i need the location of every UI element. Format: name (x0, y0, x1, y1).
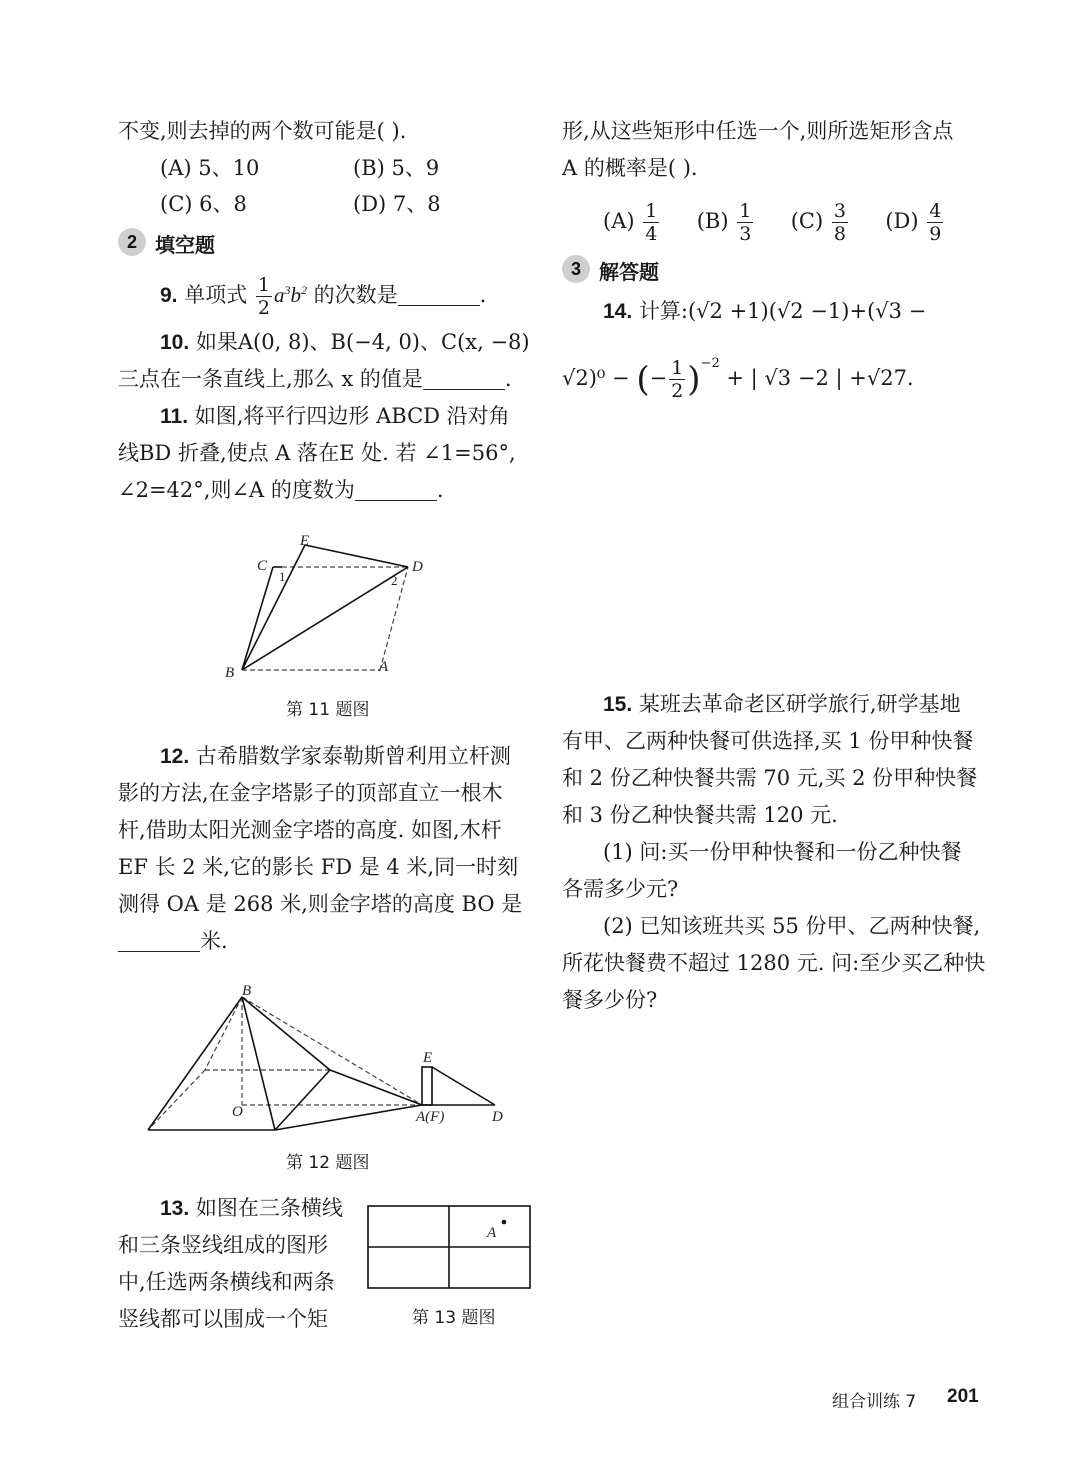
q8-stem-tail: 不变,则去掉的两个数可能是( ). (118, 119, 407, 143)
q13-continuation-line1: 形,从这些矩形中任选一个,则所选矩形含点 (562, 119, 954, 143)
q12-line4: EF 长 2 米,它的影长 FD 是 4 米,同一时刻 (118, 855, 519, 879)
q15-line4: 和 3 份乙种快餐共需 120 元. (562, 803, 838, 827)
q11-figure (215, 525, 445, 685)
label-b: B (225, 665, 235, 681)
section-2-title: 填空题 (155, 233, 215, 257)
q15-line2: 有甲、乙两种快餐可供选择,买 1 份甲种快餐 (562, 729, 974, 753)
footer-label: 组合训练 7 (832, 1392, 917, 1412)
q15-line1: 15. 某班去革命老区研学旅行,研学基地 (603, 692, 961, 716)
q12-line1: 12. 古希腊数学家泰勒斯曾利用立杆测 (160, 744, 511, 768)
q13-caption: 第 13 题图 (412, 1308, 496, 1328)
label-b: B (242, 983, 252, 999)
page-number: 201 (947, 1386, 979, 1407)
q8-option-c: (C) 6、8 (160, 192, 247, 216)
q12-line6: 米. (118, 923, 228, 959)
q12-figure (140, 975, 520, 1140)
q14-number: 14. (603, 300, 633, 323)
q12-answer-blank[interactable] (118, 929, 200, 952)
q13-option-b-frac: $\frac{1}{3}$ (739, 200, 752, 245)
q11-line2: 线BD 折叠,使点 A 落在E 处. 若 ∠1=56°, (118, 441, 516, 465)
q13-option-d-frac: $\frac{4}{9}$ (929, 200, 942, 245)
q15-line3: 和 2 份乙种快餐共需 70 元,买 2 份甲种快餐 (562, 766, 978, 790)
q13-line4: 竖线都可以围成一个矩 (118, 1307, 328, 1331)
q10-answer-blank[interactable] (423, 367, 505, 390)
point-a (502, 1220, 507, 1225)
edge-right (242, 997, 330, 1070)
q12-line5: 测得 OA 是 268 米,则金字塔的高度 BO 是 (118, 892, 523, 916)
q12-line3: 杆,借助太阳光测金字塔的高度. 如图,木杆 (118, 818, 502, 842)
segment-bd (242, 567, 408, 670)
q13-option-b: (B) (696, 209, 729, 233)
label-angle-1: 1 (279, 569, 286, 584)
q10-line1: 10. 如果A(0, 8)、B(−4, 0)、C(x, −8) (160, 330, 530, 354)
q13-option-c: (C) (790, 209, 824, 233)
q13-option-d: (D) (885, 209, 919, 233)
q13-option-c-frac: $\frac{3}{8}$ (833, 200, 846, 245)
q15-line5: (1) 问:买一份甲种快餐和一份乙种快餐 (603, 840, 962, 864)
q14-line2: √2)⁰ − (− $\frac{1}{2}$ )$^{-2}$ + | √3 −2 | +√27. (562, 356, 914, 402)
q13-grid-figure (365, 1202, 535, 1292)
label-d: D (492, 1109, 503, 1125)
q8-option-d: (D) 7、8 (353, 192, 441, 216)
q9-number: 9. (160, 284, 178, 307)
q13-option-a: (A) (603, 209, 635, 233)
label-o: O (232, 1104, 243, 1120)
sun-ray-dashed (242, 997, 422, 1105)
q11-number: 11. (160, 405, 189, 428)
label-a: A (379, 659, 389, 675)
label-e: E (423, 1050, 433, 1066)
q15-number: 15. (603, 693, 633, 716)
q9-monomial: $a^3b^2$ (273, 283, 307, 307)
edge-left (148, 997, 242, 1130)
label-angle-2: 2 (391, 573, 398, 588)
q12-line2: 影的方法,在金字塔影子的顶部直立一根木 (118, 781, 503, 805)
shadow-back (330, 1070, 422, 1105)
q15-line9: 餐多少份? (562, 988, 658, 1012)
q11-line1: 11. 如图,将平行四边形 ABCD 沿对角 (160, 404, 510, 428)
base-left-dashed (148, 1070, 205, 1130)
q13-option-a-frac: $\frac{1}{4}$ (645, 200, 658, 245)
label-c: C (257, 558, 268, 574)
q11-caption: 第 11 题图 (286, 700, 370, 720)
label-a: A (487, 1225, 497, 1241)
q12-caption: 第 12 题图 (286, 1153, 370, 1173)
q13-line2: 和三条竖线组成的图形 (118, 1233, 328, 1257)
q8-option-b: (B) 5、9 (353, 156, 440, 180)
section-3-title: 解答题 (599, 260, 659, 284)
label-d: D (412, 559, 423, 575)
q8-option-a: (A) 5、10 (160, 156, 260, 180)
q9-answer-blank[interactable] (398, 283, 480, 306)
q15-line7: (2) 已知该班共买 55 份甲、乙两种快餐, (603, 914, 981, 938)
q9: 9. 单项式 $\frac{1}{2}$ $a^3b^2$ 的次数是 . (160, 274, 487, 319)
q15-line6: 各需多少元? (562, 877, 679, 901)
label-e: E (300, 533, 310, 549)
label-af: A(F) (416, 1109, 445, 1125)
q13-continuation-line2: A 的概率是( ). (562, 156, 698, 180)
pole-ef (422, 1067, 432, 1105)
q9-text-a: 单项式 (184, 283, 248, 307)
q11-answer-blank[interactable] (355, 478, 437, 501)
edge-back-dashed (205, 997, 242, 1070)
q15-line8: 所花快餐费不超过 1280 元. 问:至少买乙种快 (562, 951, 986, 975)
q14-line1: 14. 计算:(√2 +1)(√2 −1)+(√3 − (603, 299, 927, 323)
q13-number: 13. (160, 1197, 190, 1220)
q13-line3: 中,任选两条横线和两条 (118, 1270, 335, 1294)
q11-line3: ∠2=42°,则∠A 的度数为 . (118, 478, 444, 502)
section-2-badge: 2 (118, 228, 146, 256)
edge-front (242, 997, 275, 1130)
q12-number: 12. (160, 745, 190, 768)
q9-text-b: 的次数是 (313, 283, 398, 307)
q14-fraction: $\frac{1}{2}$ (671, 357, 684, 402)
q10-line2: 三点在一条直线上,那么 x 的值是 . (118, 367, 512, 391)
base-right (275, 1070, 330, 1130)
section-3-badge: 3 (562, 255, 590, 283)
q9-fraction: $\frac{1}{2}$ (257, 274, 270, 319)
shadow-front (275, 1105, 422, 1130)
q13-line1: 13. 如图在三条横线 (160, 1196, 343, 1220)
pole-shadow-ray (432, 1067, 495, 1105)
q13-options (603, 198, 945, 245)
segment-ed (305, 545, 408, 567)
q10-number: 10. (160, 331, 190, 354)
